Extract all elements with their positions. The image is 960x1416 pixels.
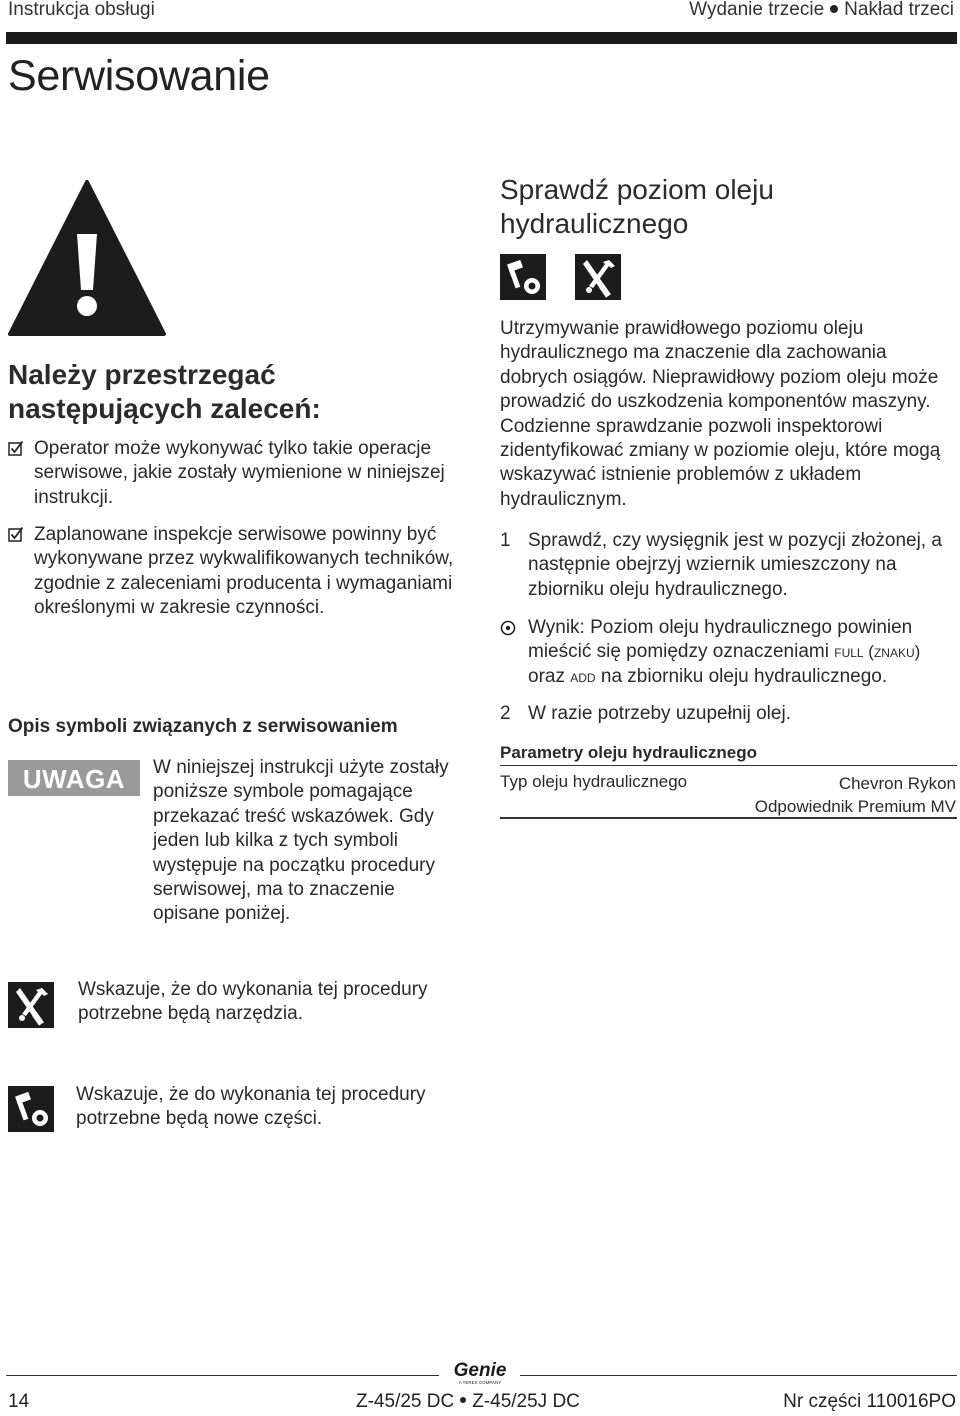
procedure-heading: Sprawdź poziom oleju hydraulicznego: [500, 174, 774, 239]
parts-icon: [500, 254, 546, 300]
checkbox-checked-icon: [8, 526, 24, 542]
tools-icon: [8, 982, 54, 1028]
step-number: 1: [500, 530, 511, 551]
genie-logo-subtext: A TEREX COMPANY: [458, 1380, 502, 1385]
footer-rule: [6, 1375, 439, 1376]
step-item: [500, 529, 958, 602]
bullet-icon: [460, 1397, 466, 1403]
result-text-a: Wynik: Poziom oleju hydraulicznego powinien mieścić się pomiędzy oznaczeniami: [528, 617, 913, 663]
full-marker-label: full (znaku): [834, 642, 921, 662]
add-marker-label: add: [570, 666, 596, 686]
header-bar: [6, 32, 957, 44]
tools-icon: [575, 254, 621, 300]
legend-tools-text: Wskazuje, że do wykonania tej procedury potrzebne będą narzędzia.: [78, 979, 428, 1025]
header-edition-b: Nakład trzeci: [844, 0, 954, 20]
header-edition: [689, 0, 954, 20]
result-target-icon: [500, 620, 516, 636]
warning-triangle-icon: [6, 178, 168, 338]
header-manual-title: Instrukcja obsługi: [8, 0, 155, 20]
notice-badge: UWAGA: [8, 760, 140, 796]
check-item: [8, 523, 463, 621]
check-item-text: Operator może wykonywać tylko takie operacje serwisowe, jakie zostały wymienione w niniejszej instrukcji.: [34, 438, 445, 508]
step-number: 2: [500, 703, 511, 724]
spec-value-2: Odpowiednik Premium MV: [754, 797, 956, 816]
step-text: W razie potrzeby uzupełnij olej.: [528, 703, 791, 724]
page-title: Serwisowanie: [8, 52, 270, 100]
page-number: 14: [8, 1391, 30, 1412]
spec-table-value: [755, 772, 956, 818]
model-b: Z-45/25J DC: [472, 1391, 580, 1412]
parts-icon: [8, 1086, 54, 1132]
step-item: [500, 702, 958, 726]
footer-rule: [520, 1375, 957, 1376]
spec-table-title: Parametry oleju hydraulicznego: [500, 743, 757, 762]
bullet-icon: [830, 5, 838, 13]
spec-value-1: Chevron Rykon: [838, 774, 956, 793]
result-text-b: oraz: [528, 665, 565, 687]
step-text: Sprawdź, czy wysięgnik jest w pozycji złożonej, a następnie obejrzyj wziernik umieszczony na zbiorniku oleju hydraulicznego.: [528, 530, 942, 600]
result-text: [528, 616, 958, 689]
model-numbers: [356, 1391, 580, 1413]
genie-logo: [444, 1358, 516, 1386]
notice-text: W niniejszej instrukcji użyte zostały poniższe symbole pomagające przekazać treść wskazówek. Gdy jeden lub kilka z tych symboli występuje na początku procedury serwisowej, ma to znaczenie opisane poniżej.: [153, 757, 449, 925]
symbols-heading: Opis symboli związanych z serwisowaniem: [8, 716, 398, 737]
legend-parts-text: Wskazuje, że do wykonania tej procedury potrzebne będą nowe części.: [76, 1084, 426, 1130]
check-item: [8, 437, 463, 510]
result-text-c: na zbiorniku oleju hydraulicznego.: [600, 665, 888, 687]
header-edition-a: Wydanie trzecie: [689, 0, 825, 20]
spec-table-label: Typ oleju hydraulicznego: [500, 772, 688, 791]
model-a: Z-45/25 DC: [356, 1391, 455, 1412]
check-item-text: Zaplanowane inspekcje serwisowe powinny być wykonywane przez wykwalifikowanych techników, zgodnie z zaleceniami producenta i wymaganiami określonymi w zakresie czynności.: [34, 524, 454, 619]
part-number: Nr części 110016PO: [783, 1391, 956, 1412]
result-item: [500, 616, 958, 689]
spec-table-rule: [500, 817, 957, 819]
spec-table-rule: [500, 765, 957, 766]
procedure-intro: Utrzymywanie prawidłowego poziomu oleju hydraulicznego ma znaczenie dla zachowania dobrych osiągów. Nieprawidłowy poziom oleju może prowadzić do uszkodzenia komponentów maszyny. Codzienne sprawdzanie pozwoli inspektorowi zidentyfikować zmiany w poziomie oleju, które mogą wskazywać istnienie problemów z układem hydraulicznym.: [500, 318, 941, 510]
checkbox-checked-icon: [8, 440, 24, 456]
safety-heading: Należy przestrzegać następujących zaleceń:: [8, 359, 321, 424]
genie-logo-text: Genie: [453, 1360, 507, 1381]
